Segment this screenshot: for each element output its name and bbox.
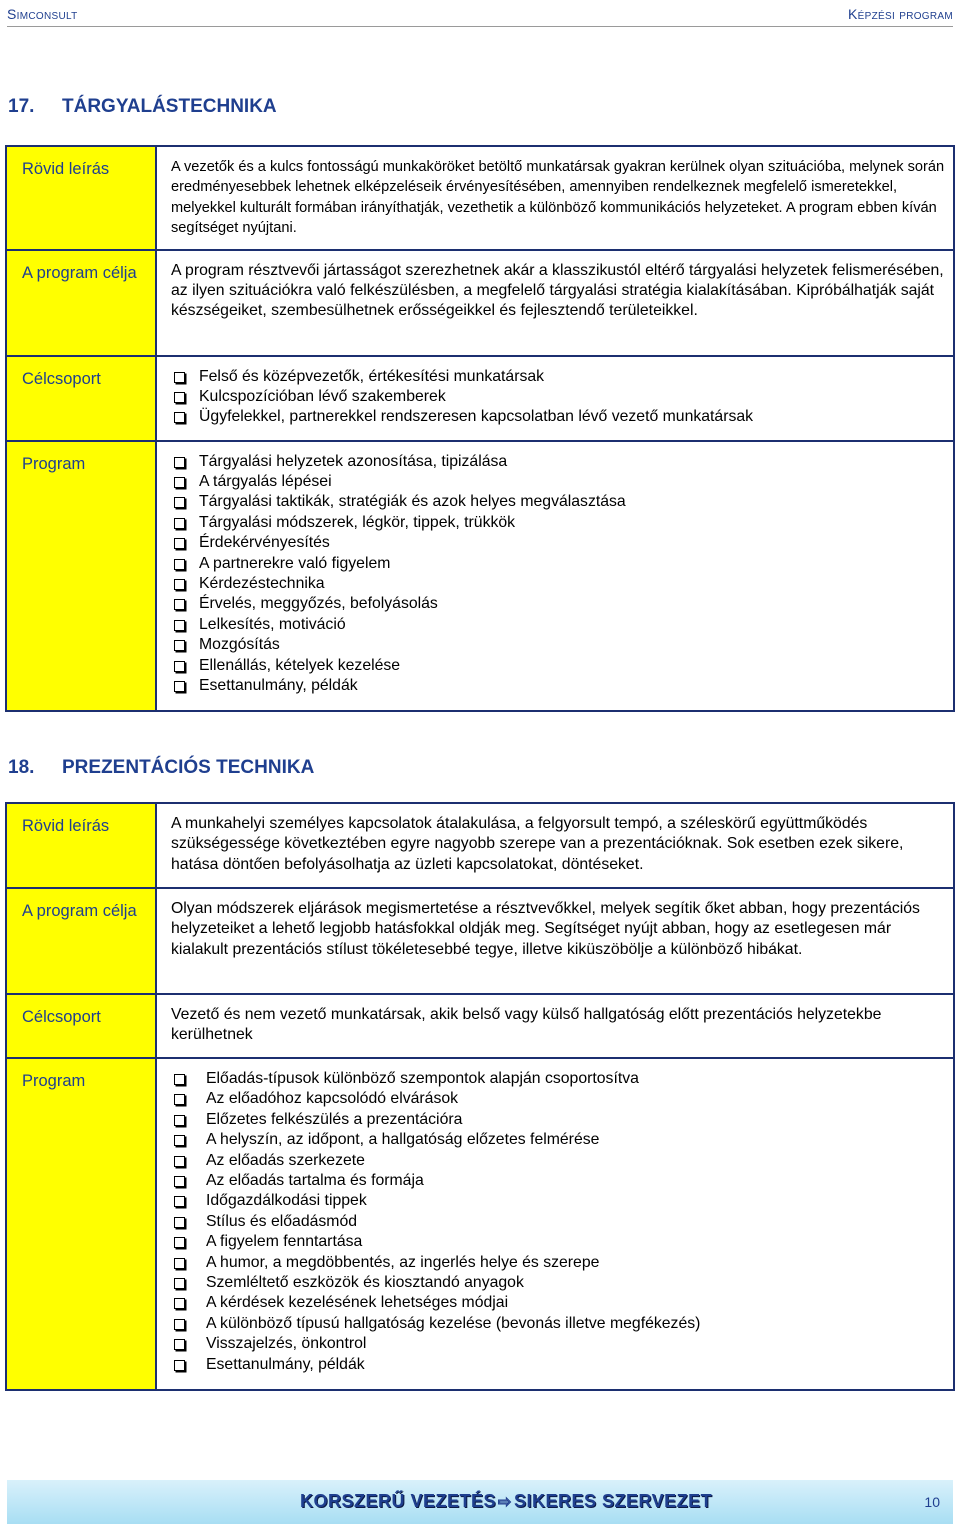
list-item [171,1232,945,1252]
checkbox-icon [174,681,185,692]
list-item [171,1314,945,1334]
list-item [171,533,945,553]
section-number: 17. [8,96,35,117]
table-row [6,356,954,441]
section-18-table [5,802,955,1391]
checkbox-icon [174,1176,185,1187]
list-item [171,1171,945,1191]
list-item-text: Az előadás szerkezete [206,1151,365,1169]
list-item [171,615,945,635]
row-list-cell [156,356,954,441]
row-label: A program célja [6,888,156,994]
checkbox-icon [174,518,185,529]
table-row [6,888,954,994]
row-label: Célcsoport [6,356,156,441]
arrow-right-icon: ⇨ [498,1494,512,1511]
list-item [171,1130,945,1150]
row-label: Program [6,1058,156,1390]
checkbox-icon [174,412,185,423]
list-item-text: A helyszín, az időpont, a hallgatóság előzetes felmérése [206,1131,600,1149]
checkbox-icon [174,538,185,549]
list-item-text: Esettanulmány, példák [199,677,358,695]
checkbox-icon [174,559,185,570]
list-item-text: Az előadás tartalma és formája [206,1172,424,1190]
list-item-text: Ellenállás, kételyek kezelése [199,656,401,674]
checkbox-icon [174,497,185,508]
row-label: Program [6,441,156,711]
checkbox-icon [174,640,185,651]
row-text: Olyan módszerek eljárások megismertetése a résztvevőkkel, melyek segítik őket abban, hogy prezentációs helyzeteiket a lehető legjobb hatásfokkal oldják meg. Segítséget nyújt abban, hogy az esetlegesen már kialakult prezentációs stílust tökéletesebbé tegye, illetve kiküszöbölje a különböző hibákat. [156,888,954,994]
footer-slogan [300,1491,712,1512]
list-item-text: Mozgósítás [199,636,280,654]
checkbox-icon [174,1278,185,1289]
checklist [171,452,945,697]
list-item [171,1191,945,1211]
list-item-text: Felső és középvezetők, értékesítési munkatársak [199,367,545,385]
section-title: PREZENTÁCIÓS TECHNIKA [62,757,315,778]
checkbox-icon [174,1074,185,1085]
list-item-text: Esettanulmány, példák [206,1355,365,1373]
checkbox-icon [174,1115,185,1126]
page-number: 10 [924,1494,940,1510]
row-list-cell [156,441,954,711]
table-row [6,146,954,250]
list-item [171,407,945,427]
checkbox-icon [174,579,185,590]
checkbox-icon [174,477,185,488]
checkbox-icon [174,1094,185,1105]
list-item-text: Érvelés, meggyőzés, befolyásolás [199,595,438,613]
list-item [171,1089,945,1109]
list-item-text: A figyelem fenntartása [206,1233,363,1251]
list-item [171,554,945,574]
list-item-text: Visszajelzés, önkontrol [206,1335,367,1353]
checkbox-icon [174,1339,185,1350]
list-item-text: A különböző típusú hallgatóság kezelése (bevonás illetve megfékezés) [206,1314,701,1332]
row-label: Célcsoport [6,994,156,1058]
list-item [171,656,945,676]
row-label: Rövid leírás [6,146,156,250]
section-17-heading [8,96,277,118]
list-item-text: Szemléltető eszközök és kiosztandó anyagok [206,1274,524,1292]
list-item [171,1273,945,1293]
checkbox-icon [174,1237,185,1248]
checkbox-icon [174,457,185,468]
checklist [171,367,945,428]
section-title: TÁRGYALÁSTECHNIKA [62,96,277,117]
list-item-text: Ügyfelekkel, partnerekkel rendszeresen kapcsolatban lévő vezető munkatársak [199,408,754,426]
list-item-text: Előadás-típusok különböző szempontok alapján csoportosítva [206,1070,639,1087]
checkbox-icon [174,1196,185,1207]
list-item [171,676,945,696]
checkbox-icon [174,661,185,672]
list-item [171,1151,945,1171]
list-item [171,472,945,492]
list-item [171,513,945,533]
checkbox-icon [174,392,185,403]
checkbox-icon [174,1319,185,1330]
list-item [171,1212,945,1232]
list-item [171,1334,945,1354]
list-item [171,1293,945,1313]
list-item [171,387,945,407]
list-item [171,492,945,512]
checkbox-icon [174,1258,185,1269]
list-item [171,635,945,655]
list-item-text: Tárgyalási módszerek, légkör, tippek, trükkök [199,513,516,531]
table-row [6,994,954,1058]
list-item-text: Tárgyalási taktikák, stratégiák és azok helyes megválasztása [199,493,626,511]
section-number: 18. [8,757,35,778]
row-label: Rövid leírás [6,803,156,888]
list-item [171,574,945,594]
list-item [171,367,945,387]
checkbox-icon [174,1360,185,1371]
checkbox-icon [174,1298,185,1309]
list-item [171,594,945,614]
table-row [6,441,954,711]
list-item [171,1253,945,1273]
section-18-heading [8,757,314,779]
row-label: A program célja [6,250,156,356]
list-item-text: A humor, a megdöbbentés, az ingerlés helye és szerepe [206,1253,600,1271]
table-row [6,1058,954,1390]
checkbox-icon [174,1156,185,1167]
section-17-table [5,145,955,712]
checklist [171,1069,945,1375]
company-name: Simconsult [7,6,78,22]
list-item-text: Tárgyalási helyzetek azonosítása, tipizálása [199,452,508,470]
list-item-text: Érdekérvényesítés [199,534,330,552]
list-item-text: Időgazdálkodási tippek [206,1192,367,1210]
checkbox-icon [174,1135,185,1146]
checkbox-icon [174,1217,185,1228]
list-item-text: Az előadóhoz kapcsolódó elvárások [206,1090,459,1108]
row-text: A munkahelyi személyes kapcsolatok átalakulása, a felgyorsult tempó, a széleskörű együttműködés szükségessége következtében egyre nagyobb szerepe van a prezentációknak. Sok esetben ezek sikere, hatása döntően befolyásolhatja az üzleti kapcsolatokat, döntéseket. [156,803,954,888]
list-item-text: A tárgyalás lépései [199,473,332,491]
page-header [7,2,953,27]
list-item [171,1110,945,1130]
slogan-right: SIKERES SZERVEZET [513,1491,713,1511]
row-text: A vezetők és a kulcs fontosságú munkaköröket betöltő munkatársak gyakran kerülnek olyan szituációba, melynek során eredményesebbek lehetnek elképzeléseik érvényesítésében, amennyiben rendelkeznek megfelelő ismeretekkel, melyekkel kulturált formában irányíthatják, vezethetik a különböző kommunikációs helyzeteket. A program ebben kíván segítséget nyújtani. [156,146,954,250]
row-list-cell [156,1058,954,1390]
row-text: A program résztvevői jártasságot szerezhetnek akár a klasszikustól eltérő tárgyalási helyzetek felismerésében, az ilyen szituációkra való felkészülésben, a megfelelő tárgyalási stratégia kialakításában. Kipróbálhatják saját készségeiket, szembesülhetnek erősségeikkel és fejlesztendő területeikkel. [156,250,954,356]
list-item-text: Kérdezéstechnika [199,575,325,593]
list-item-text: A kérdések kezelésének lehetséges módjai [206,1294,509,1312]
list-item-text: Kulcspozícióban lévő szakemberek [199,388,446,406]
list-item [171,1355,945,1375]
list-item [171,1069,945,1089]
slogan-left: KORSZERŰ VEZETÉS [300,1491,497,1511]
list-item-text: A partnerekre való figyelem [199,554,391,572]
document-title: Képzési program [848,6,953,22]
table-row [6,803,954,888]
checkbox-icon [174,372,185,383]
list-item [171,452,945,472]
list-item-text: Stílus és előadásmód [206,1212,358,1230]
checkbox-icon [174,620,185,631]
checkbox-icon [174,599,185,610]
row-text: Vezető és nem vezető munkatársak, akik belső vagy külső hallgatóság előtt prezentációs helyzetekbe kerülhetnek [156,994,954,1058]
list-item-text: Előzetes felkészülés a prezentációra [206,1110,463,1128]
list-item-text: Lelkesítés, motiváció [199,615,346,633]
table-row [6,250,954,356]
